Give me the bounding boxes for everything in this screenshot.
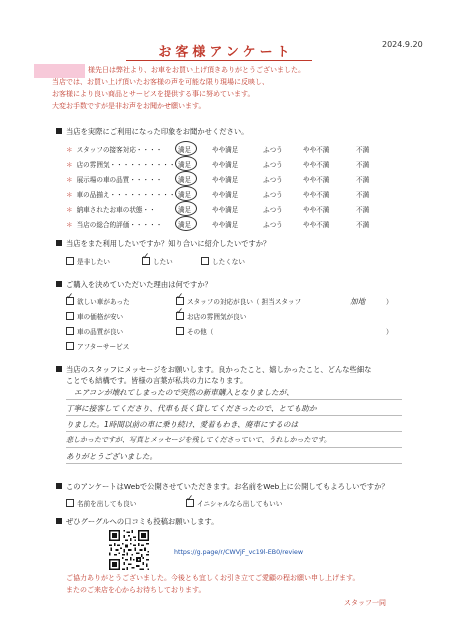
rating-option[interactable]: やや満足	[212, 176, 239, 184]
rating-option[interactable]: 満足	[178, 206, 192, 214]
rating-option[interactable]: ふつう	[263, 206, 283, 214]
staff-name: 加地	[350, 297, 366, 306]
rating-row-label: ＊ 展示場の車の品質・・・・・	[66, 176, 163, 184]
page-title: お客様アンケート	[158, 45, 294, 60]
title-underline	[126, 60, 312, 61]
square-bullet-icon	[56, 281, 62, 287]
review-url-link[interactable]: https://g.page/r/CWVjF_vc19l-EB0/review	[174, 549, 304, 556]
q4-heading: 当店のスタッフにメッセージをお願いします。良かったこと、嬉しかったこと、どんな些細な	[56, 365, 371, 375]
square-bullet-icon	[56, 518, 62, 524]
q3-left-1[interactable]: 車の価格が安い	[66, 311, 123, 321]
rating-option[interactable]: 不満	[356, 206, 370, 214]
selected-rating-circle	[175, 186, 197, 201]
selected-rating-circle	[175, 201, 197, 216]
rating-option[interactable]: やや満足	[212, 221, 239, 229]
square-bullet-icon	[56, 483, 62, 489]
message-line-2: 丁寧に接客してくださり、代車も長く貸してくださったので、とても助か	[66, 404, 317, 413]
asterisk-icon: ＊	[66, 161, 73, 169]
q2-option-2[interactable]: したくない	[201, 256, 245, 266]
q3-left-2[interactable]: 車の品質が良い	[66, 326, 123, 336]
q3-left-3[interactable]: アフターサービス	[66, 341, 129, 351]
close-paren: ）	[386, 298, 393, 306]
square-bullet-icon	[56, 240, 62, 246]
q5-heading: このアンケートはWebで公開させていただきます。お名前をWeb上に公開してもよろしいですか？	[56, 482, 389, 492]
asterisk-icon: ＊	[66, 221, 73, 229]
rating-option[interactable]: やや不満	[303, 161, 330, 169]
rating-option[interactable]: 不満	[356, 161, 370, 169]
selected-rating-circle	[175, 141, 197, 156]
rating-option[interactable]: やや満足	[212, 191, 239, 199]
rating-row-label: ＊ 店の雰囲気・・・・・・・・・・	[66, 161, 176, 169]
rating-option[interactable]: ふつう	[263, 221, 283, 229]
rating-option[interactable]: ふつう	[263, 146, 283, 154]
rating-option[interactable]: やや不満	[303, 221, 330, 229]
intro-line-3: お客様により良い商品とサービスを提供する事に努めています。	[52, 90, 255, 98]
rating-row-label: ＊ スタッフの接客対応・・・・	[66, 146, 163, 154]
checkbox[interactable]	[66, 327, 74, 335]
q3-heading: ご購入を決めていただいた理由は何ですか？	[56, 280, 212, 290]
q5-option-1[interactable]: ✓ イニシャルなら出してもいい	[186, 498, 282, 508]
asterisk-icon: ＊	[66, 146, 73, 154]
rating-option[interactable]: やや不満	[303, 176, 330, 184]
checkbox-checked[interactable]	[142, 257, 150, 265]
checkbox[interactable]	[66, 257, 74, 265]
rating-option[interactable]: やや不満	[303, 191, 330, 199]
rating-option[interactable]: 不満	[356, 191, 370, 199]
survey-date: 2024.9.20	[382, 40, 423, 49]
rating-option[interactable]: やや不満	[303, 206, 330, 214]
q3-right-2[interactable]: その他（	[176, 326, 213, 336]
checkbox-checked[interactable]	[176, 297, 184, 305]
rating-option[interactable]: ふつう	[263, 161, 283, 169]
selected-rating-circle	[175, 216, 197, 231]
q3-right-1[interactable]: ✓お店の雰囲気が良い	[176, 311, 246, 321]
checkbox[interactable]	[201, 257, 209, 265]
asterisk-icon: ＊	[66, 206, 73, 214]
customer-name-redaction	[34, 64, 85, 78]
answer-line	[66, 415, 402, 416]
rating-option[interactable]: 満足	[178, 161, 192, 169]
checkbox[interactable]	[176, 327, 184, 335]
rating-option[interactable]: 不満	[356, 146, 370, 154]
message-line-5: ありがとうございました。	[66, 452, 158, 461]
q3-right-0[interactable]: ✓スタッフの対応が良い（ 担当スタッフ	[176, 296, 301, 306]
rating-option[interactable]: ふつう	[263, 191, 283, 199]
close-paren-2: ）	[386, 328, 393, 336]
rating-row-label: ＊ 納車されたお車の状態・・	[66, 206, 156, 214]
rating-option[interactable]: 不満	[356, 176, 370, 184]
q5-option-0[interactable]: 名前を出しても良い	[66, 498, 136, 508]
rating-option[interactable]: やや満足	[212, 206, 239, 214]
rating-option[interactable]: 満足	[178, 146, 192, 154]
answer-line	[66, 431, 402, 432]
rating-option[interactable]: 満足	[178, 191, 192, 199]
rating-option[interactable]: やや不満	[303, 146, 330, 154]
checkbox-checked[interactable]	[186, 499, 194, 507]
rating-option[interactable]: やや満足	[212, 146, 239, 154]
message-line-4: 悲しかったですが、写真とメッセージを残してくださっていて、うれしかったです。	[66, 436, 331, 444]
message-line-3: りました。1時間以前の車に乗り続け、愛着もわき、廃車にするのは	[66, 420, 299, 429]
rating-option[interactable]: やや満足	[212, 161, 239, 169]
signature: スタッフ一同	[344, 599, 386, 607]
answer-line	[66, 447, 402, 448]
q3-left-0[interactable]: ✓欲しい車があった	[66, 296, 130, 306]
square-bullet-icon	[56, 366, 62, 372]
rating-option[interactable]: 不満	[356, 221, 370, 229]
rating-option[interactable]: 満足	[178, 176, 192, 184]
asterisk-icon: ＊	[66, 176, 73, 184]
intro-line-1: 様先日は弊社より、お車をお買い上げ頂きありがとうございました。	[88, 66, 305, 74]
checkbox[interactable]	[66, 342, 74, 350]
intro-line-4: 大変お手数ですが是非お声をお聞かせ願います。	[52, 102, 206, 110]
checkbox-checked[interactable]	[66, 297, 74, 305]
checkbox[interactable]	[66, 499, 74, 507]
closing-line-1: ご協力ありがとうございました。今後とも宜しくお引き立てご愛顧の程お願い申し上げます。	[66, 574, 360, 582]
q2-heading: 当店をまた利用したいですか？知り合いに紹介したいですか？	[56, 239, 270, 249]
square-bullet-icon	[56, 128, 62, 134]
q1-heading: 当店を実際にご利用になった印象をお聞かせください。	[56, 127, 248, 137]
q2-option-0[interactable]: 是非したい	[66, 256, 110, 266]
selected-rating-circle	[175, 156, 197, 171]
intro-line-2: 当店では、お買い上げ頂いたお客様の声を可能な限り現場に反映し、	[52, 78, 269, 86]
rating-option[interactable]: 満足	[178, 221, 192, 229]
message-line-1: エアコンが壊れてしまったので突然の新車購入となりましたが、	[74, 388, 294, 397]
qr-code-icon[interactable]	[109, 530, 149, 570]
checkbox-checked[interactable]	[176, 312, 184, 320]
selected-rating-circle	[175, 171, 197, 186]
rating-option[interactable]: ふつう	[263, 176, 283, 184]
closing-line-2: またのご来店を心からお待ちしております。	[66, 586, 206, 594]
rating-row-label: ＊ 車の品揃え・・・・・・・・・・	[66, 191, 176, 199]
answer-line	[66, 399, 402, 400]
asterisk-icon: ＊	[66, 191, 73, 199]
answer-line	[66, 463, 402, 464]
q2-option-1[interactable]: ✓ したい	[142, 256, 173, 266]
q4-heading-2: ことでも結構です。皆様の言葉が私共の力になります。	[66, 376, 248, 385]
checkbox[interactable]	[66, 312, 74, 320]
rating-row-label: ＊ 当店の総合的評価・・・・・	[66, 221, 163, 229]
google-heading: ぜひグーグルへの口コミも投稿お願いします。	[56, 517, 218, 527]
